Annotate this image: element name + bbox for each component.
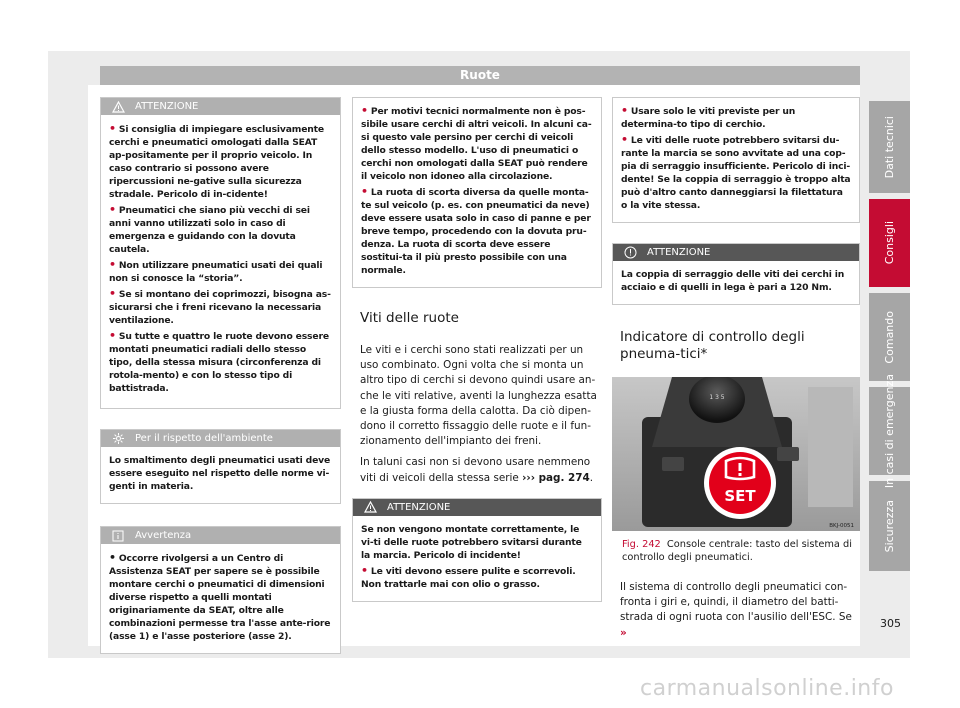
list-item: • Occorre rivolgersi a un Centro di Assistenza SEAT per sapere se è possibile montare cerchi o pneumatici di dimensioni diverse rispetto a quelli montati originariamente da SEAT, oltre alle combinazioni permesse tra l'asse ante-riore (asse 1) e l'asse posteriore (asse 2).	[109, 551, 331, 642]
warning-header	[101, 98, 340, 115]
warning-header	[353, 499, 601, 516]
middle-column	[352, 97, 602, 614]
note-header	[101, 527, 340, 544]
tab-sicurezza[interactable]: Sicurezza	[869, 481, 910, 571]
figure-code: BKJ-0051	[829, 523, 854, 529]
environment-body: Lo smaltimento degli pneumatici usati deve essere eseguito nel rispetto delle norme vi-genti in materia.	[109, 455, 331, 492]
note-label: Avvertenza	[135, 530, 192, 541]
list-item: • Su tutte e quattro le ruote devono essere montati pneumatici radiali dello stesso tipo, della stessa misura (circonferenza di rotola-mento) e con lo stesso tipo di battistrada.	[109, 329, 329, 394]
right-column	[612, 97, 860, 647]
leaf-icon	[111, 432, 125, 446]
list-item: • Usare solo le viti previste per un determina-to tipo di cerchio.	[621, 104, 796, 130]
chapter-tabs	[869, 101, 910, 577]
environment-header	[101, 430, 340, 447]
paragraph: Le viti e i cerchi sono stati realizzati per un uso combinato. Ogni volta che si monta un altro tipo di cerchi si devono quindi usare an-che le viti relative, aventi la lunghezza esatta e la giusta forma della calotta. Da ciò dipen-dono il corretto fissaggio delle ruote e il fun-zionamento dell'impianto dei freni.	[360, 344, 597, 448]
set-button-label: SET	[724, 487, 756, 505]
watermark: carmanualsonline.info	[640, 676, 894, 701]
environment-box	[100, 429, 341, 504]
console-illustration	[612, 377, 860, 531]
warning-label: ATTENZIONE	[135, 101, 199, 112]
paragraph: In taluni casi non si devono usare nemmeno viti di veicoli della stessa serie ››› pag. 274.	[360, 456, 594, 484]
list-item: • Pneumatici che siano più vecchi di sei anni vanno utilizzati solo in caso di emergenza e guidando con la dovuta cautela.	[109, 203, 310, 255]
warning-continued-box	[612, 97, 860, 223]
warning-continued-body	[353, 98, 601, 287]
warning-triangle-icon	[111, 100, 125, 114]
page-header: Ruote	[100, 66, 860, 85]
list-item: • Si consiglia di impiegare esclusivamente cerchi e pneumatici omologati dalla SEAT ap-positamente per il proprio veicolo. In caso contrario si possono avere ripercussioni ne-gative sulla sicurezza stradale. Pericolo di in-cidente!	[109, 122, 324, 200]
list-item: • Le viti devono essere pulite e scorrevoli. Non trattarle mai con olio o grasso.	[361, 563, 576, 590]
tab-comando[interactable]: Comando	[869, 293, 910, 381]
list-item: • Se si montano dei coprimozzi, bisogna as-sicurarsi che i freni ricevano la necessaria ventilazione.	[109, 287, 331, 326]
warning-header	[613, 244, 859, 261]
svg-text:1 3 5: 1 3 5	[709, 394, 725, 401]
warning-box	[352, 498, 602, 602]
section-title: Viti delle ruote	[360, 310, 459, 326]
console-photo	[612, 377, 860, 531]
section-title: Indicatore di controllo degli pneuma-tici*	[620, 329, 805, 362]
warning-label: ATTENZIONE	[647, 247, 711, 258]
list-item: • Per motivi tecnici normalmente non è pos-sibile usare cerchi di altri veicoli. In alcuni ca-si questo vale persino per cerchi di veicoli dello stesso modello. L'uso di pneumatici o cerchi non omologati dalla SEAT può rendere il veicolo non idoneo alla circolazione.	[361, 104, 592, 182]
tab-consigli[interactable]: Consigli	[869, 199, 910, 287]
page-reference-link[interactable]: ››› pag. 274	[522, 471, 590, 484]
figure-caption: Fig. 242 Console centrale: tasto del sistema di controllo degli pneumatici.	[622, 539, 852, 563]
info-circle-icon	[623, 246, 637, 260]
warning-body: Se non vengono montate correttamente, le vi-ti delle ruote potrebbero svitarsi durante la marcia. Pericolo di incidente! • Le viti devono essere pulite e scorrevoli. Non trattarle mai con olio o grasso.	[353, 516, 601, 601]
tab-in-casi-di-emergenza[interactable]: In casi di emergenza	[869, 387, 910, 475]
note-box	[100, 526, 341, 654]
continue-arrow: »	[620, 626, 627, 639]
note-body	[101, 544, 340, 653]
info-icon	[111, 529, 125, 543]
page-number: 305	[880, 617, 901, 630]
tab-dati-tecnici[interactable]: Dati tecnici	[869, 101, 910, 193]
left-column	[100, 97, 341, 666]
warning-label: ATTENZIONE	[387, 501, 451, 513]
list-item: • La ruota di scorta diversa da quelle monta-te sul veicolo (p. es. con pneumatici da neve) deve essere usata solo in caso di panne e per breve tempo, procedendo con la dovuta pru-denza. La ruota di scorta deve essere sostitui-ta il più presto possibile con una normale.	[361, 185, 591, 276]
list-item: • Le viti delle ruote potrebbero svitarsi du-rante la marcia se sono avvitate ad una cop-pia di serraggio insufficiente. Pericolo di inci-dente! Se la coppia di serraggio è troppo alta può d'altro canto danneggiarsi la filettatura o la vite stessa.	[621, 133, 851, 211]
environment-label: Per il rispetto dell'ambiente	[135, 433, 273, 444]
warning-triangle-icon	[363, 500, 377, 514]
warning-box	[612, 243, 860, 305]
warning-body: La coppia di serraggio delle viti dei cerchi in acciaio e di quelli in lega è pari a 120 Nm.	[621, 269, 845, 293]
list-item: • Non utilizzare pneumatici usati dei quali non si conosce la “storia”.	[109, 258, 323, 284]
warning-continued-box	[352, 97, 602, 288]
paragraph: Il sistema di controllo degli pneumatici con-fronta i giri e, quindi, il diametro del batti-strada di ogni ruota con l'ausilio dell'ESC. Se »	[620, 581, 852, 639]
warning-continued-body	[613, 98, 859, 222]
warning-body	[101, 115, 340, 405]
warning-box	[100, 97, 341, 409]
